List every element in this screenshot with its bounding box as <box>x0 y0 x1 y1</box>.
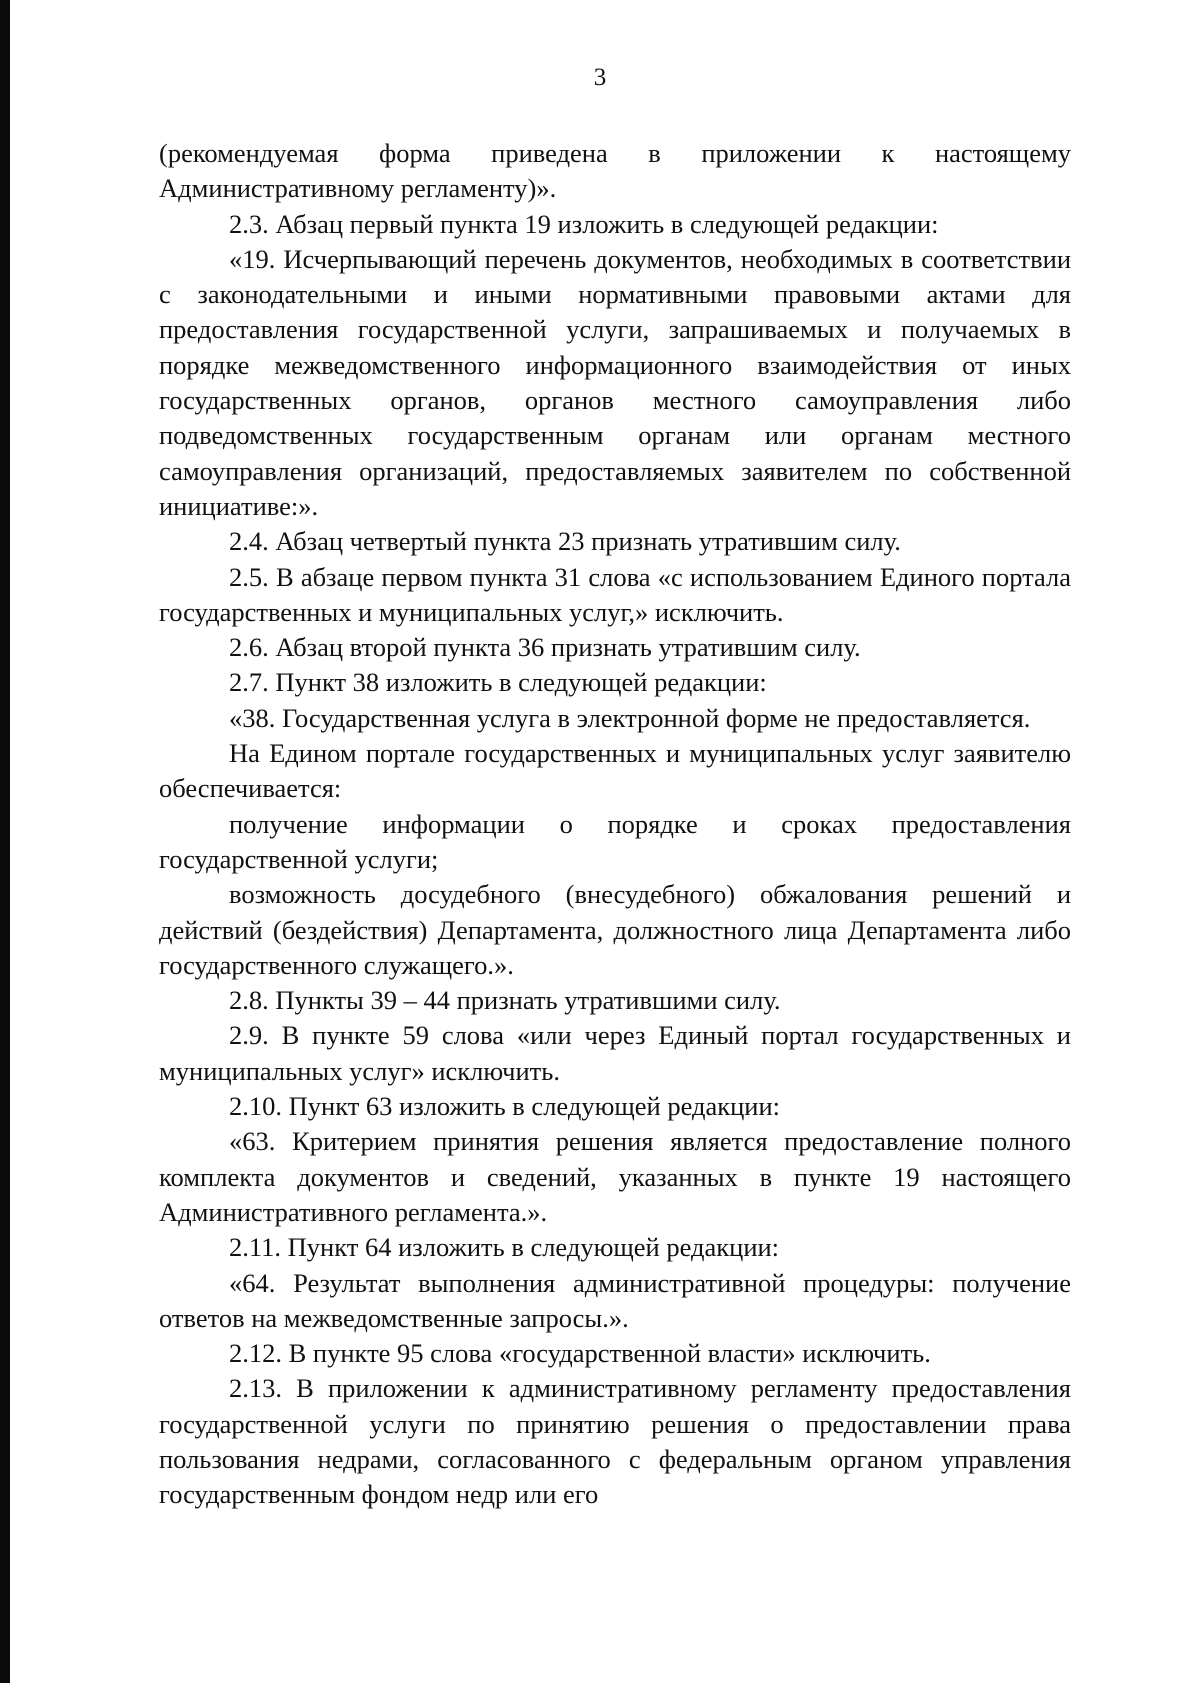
paragraph: «63. Критерием принятия решения является предоставление полного комплекта документов и сведений, указанных в пункте 19 настоящего Административного регламента.». <box>159 1126 1071 1227</box>
paragraph: «64. Результат выполнения административной процедуры: получение ответов на межведомственные запросы.». <box>159 1267 1071 1333</box>
paragraph: получение информации о порядке и сроках предоставления государственной услуги; <box>159 808 1071 874</box>
paragraph: 2.10. Пункт 63 изложить в следующей редакции: <box>229 1091 781 1122</box>
paragraph: возможность досудебного (внесудебного) обжалования решений и действий (бездействия) Департамента, должностного лица Департамента либо государственного служащего.». <box>159 879 1071 980</box>
paragraph: 2.11. Пункт 64 изложить в следующей редакции: <box>229 1232 780 1263</box>
paragraph: 2.7. Пункт 38 изложить в следующей редакции: <box>229 667 767 698</box>
page-number: 3 <box>593 64 607 91</box>
paragraph: «38. Государственная услуга в электронной форме не предоставляется. <box>229 702 1031 733</box>
paragraph: 2.13. В приложении к административному регламенту предоставления государственной услуги по принятию решения о предоставлении права пользования недрами, согласованного с федеральным органом управления государственным фондом недр или его <box>159 1373 1071 1510</box>
paragraph: На Едином портале государственных и муниципальных услуг заявителю обеспечивается: <box>159 738 1071 804</box>
paragraph: «19. Исчерпывающий перечень документов, необходимых в соответствии с законодательными и иными нормативными правовыми актами для предоставления государственной услуги, запрашиваемых и получаемых в порядке межведомственного информационного взаимодействия от иных государственных органов, органов местного самоуправления либо подведомственных государственным органам или органам местного самоуправления организаций, предоставляемых заявителем по собственной инициативе:». <box>159 243 1071 521</box>
document-body <box>159 136 1071 1513</box>
paragraph: 2.8. Пункты 39 – 44 признать утратившими силу. <box>229 985 781 1016</box>
paragraph: 2.9. В пункте 59 слова «или через Единый портал государственных и муниципальных услуг» исключить. <box>159 1020 1071 1086</box>
paragraph: 2.5. В абзаце первом пункта 31 слова «с использованием Единого портала государственных и муниципальных услуг,» исключить. <box>159 561 1071 627</box>
paragraph: 2.4. Абзац четвертый пункта 23 признать утратившим силу. <box>229 526 901 557</box>
paragraph: 2.3. Абзац первый пункта 19 изложить в следующей редакции: <box>229 208 939 239</box>
paragraph: 2.6. Абзац второй пункта 36 признать утратившим силу. <box>229 632 861 663</box>
paragraph: 2.12. В пункте 95 слова «государственной власти» исключить. <box>229 1338 931 1369</box>
paragraph: (рекомендуемая форма приведена в приложении к настоящему Административному регламенту)». <box>159 138 1071 204</box>
